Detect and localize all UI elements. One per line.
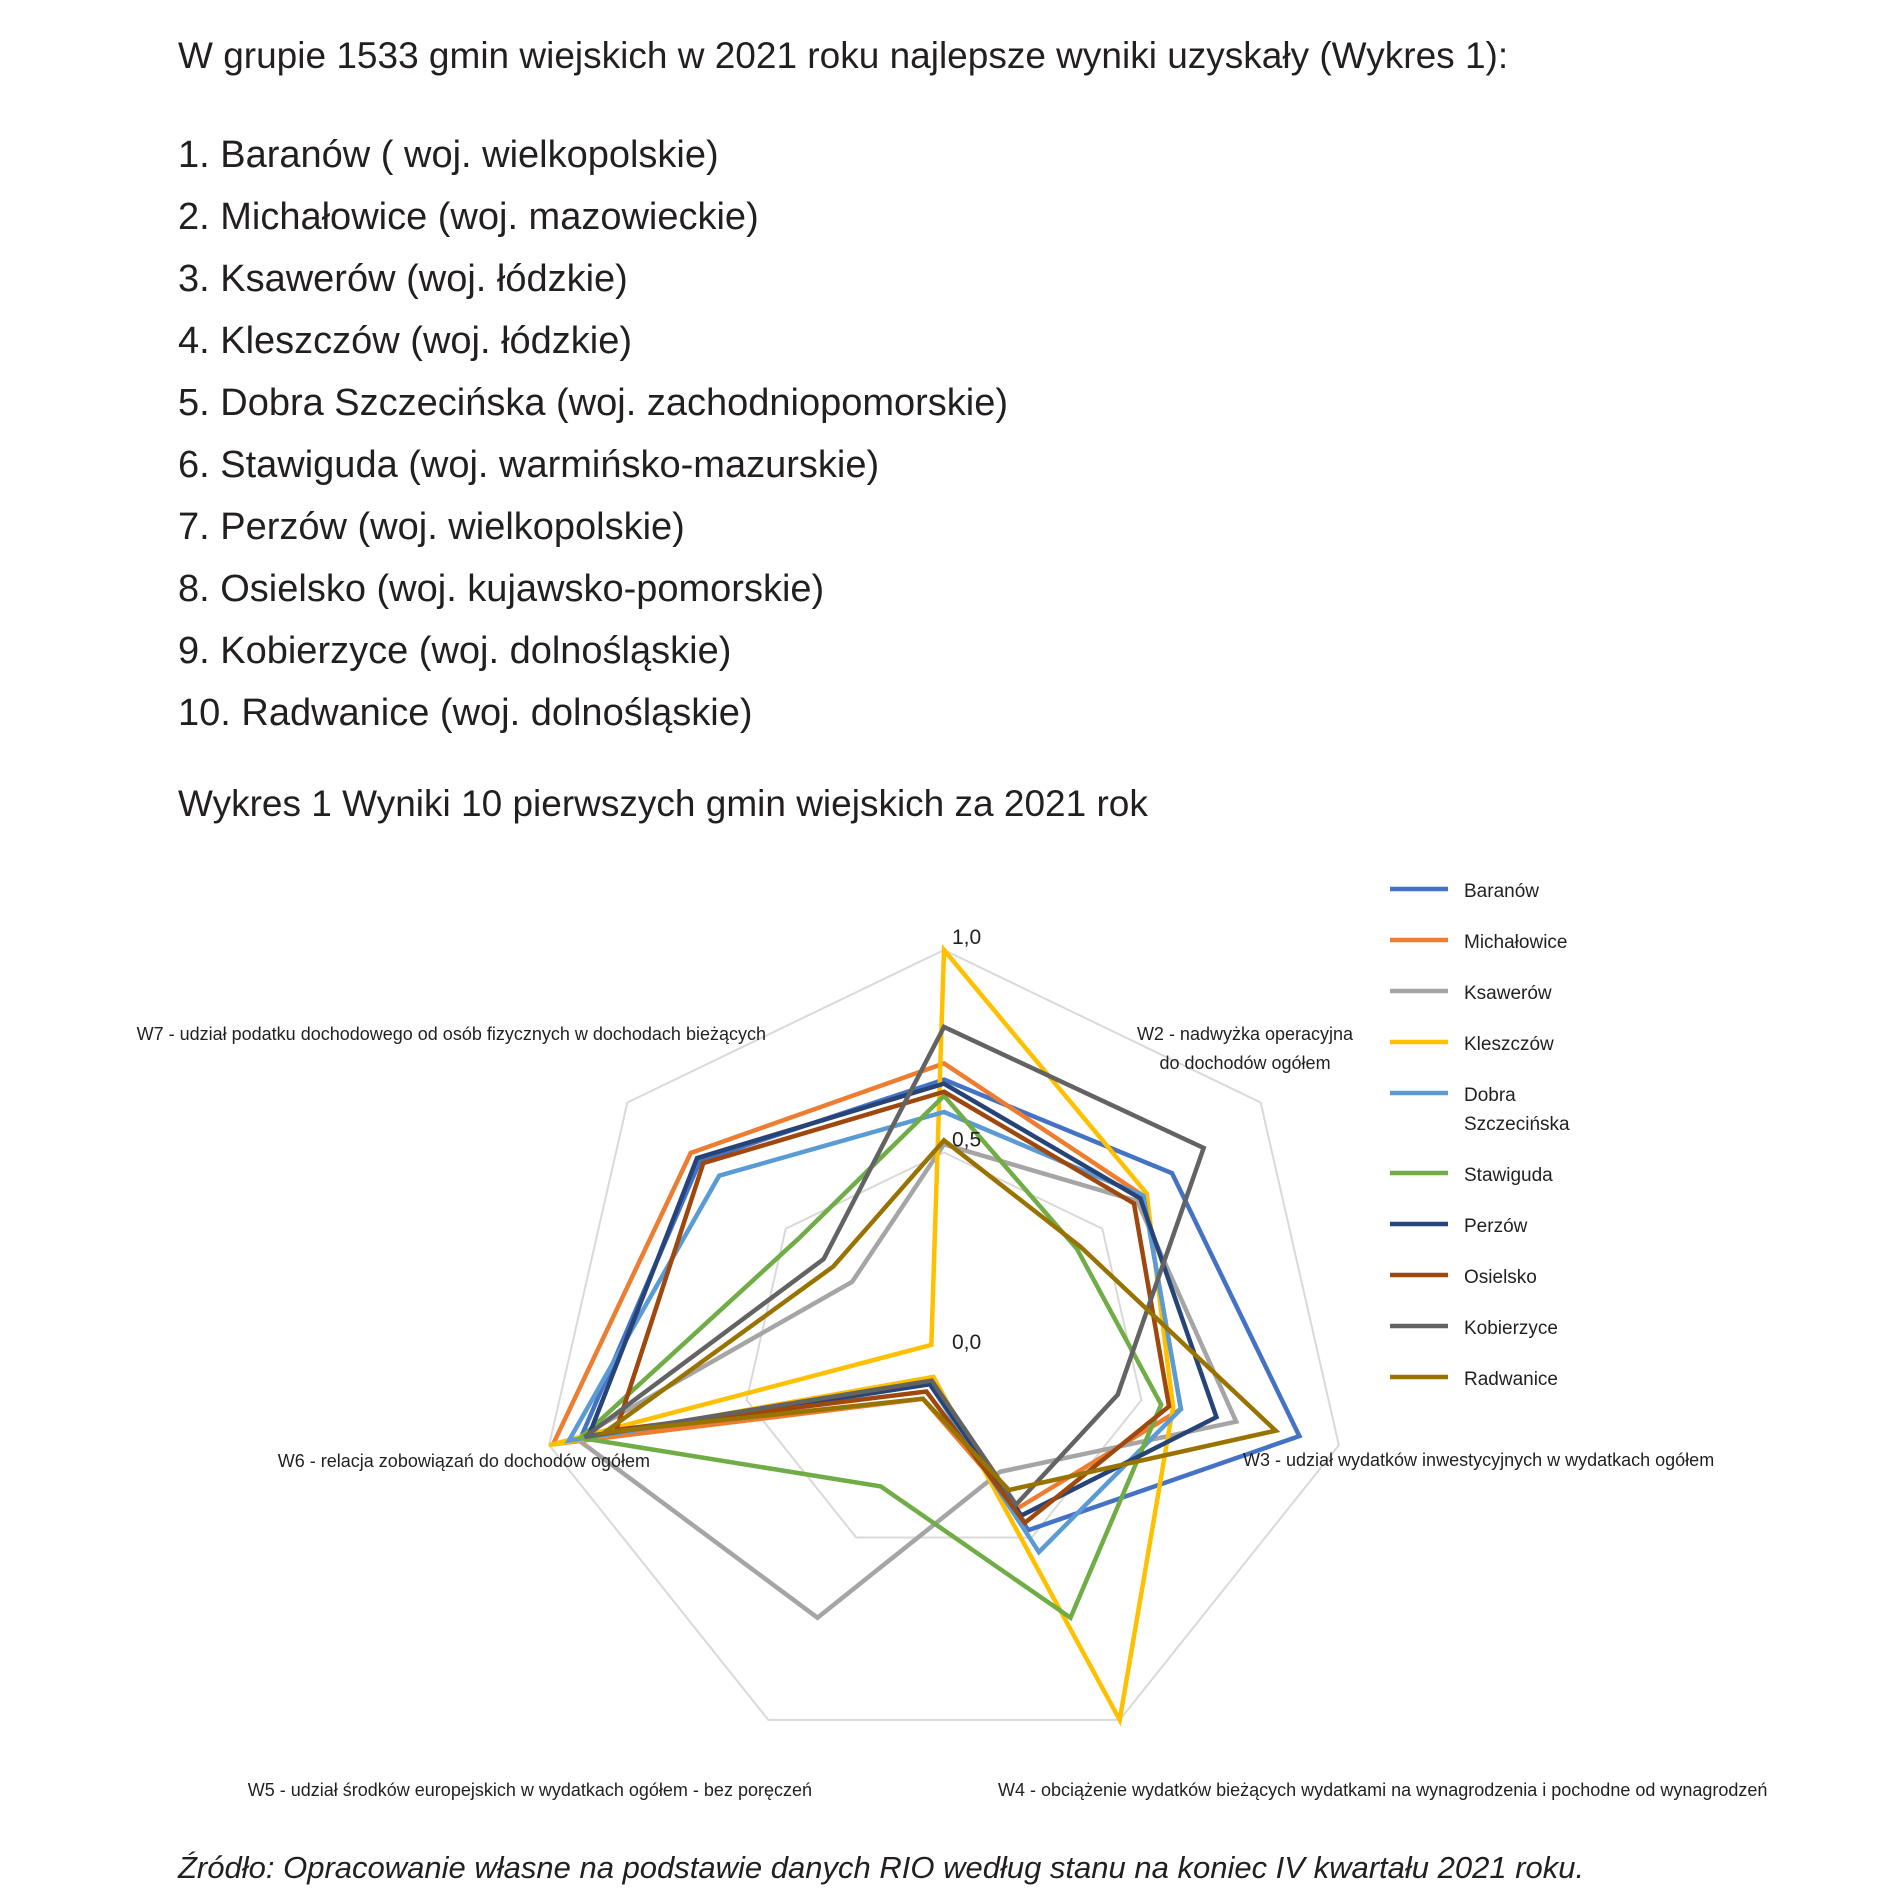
source-note: Źródło: Opracowanie własne na podstawie danych RIO według stanu na koniec IV kwartału 2021 roku. — [178, 1850, 1585, 1885]
legend-label: Michałowice — [1464, 932, 1568, 953]
list-item: 5. Dobra Szczecińska (woj. zachodniopomorskie) — [178, 382, 1009, 424]
chart-title: Wykres 1 Wyniki 10 pierwszych gmin wiejskich za 2021 rok — [178, 783, 1148, 824]
axis-label — [1137, 1024, 1354, 1073]
tick-label: 1,0 — [952, 926, 982, 949]
list-item: 1. Baranów ( woj. wielkopolskie) — [178, 134, 719, 176]
axis-label-line: W5 - udział środków europejskich w wydatkach ogółem - bez poręczeń — [247, 1780, 812, 1800]
intro-text: W grupie 1533 gmin wiejskich w 2021 roku najlepsze wyniki uzyskały (Wykres 1): — [178, 35, 1509, 76]
list-item: 3. Ksawerów (woj. łódzkie) — [178, 258, 628, 300]
legend-label: Baranów — [1464, 881, 1539, 902]
axis-label — [998, 1780, 1767, 1800]
grid-ring — [747, 1153, 1142, 1538]
series-line — [549, 950, 1173, 1720]
axis-label-line: W3 - udział wydatków inwestycyjnych w wydatkach ogółem — [1243, 1450, 1715, 1470]
axis-label-line: W2 - nadwyżka operacyjna — [1136, 1024, 1354, 1044]
legend-label: Kobierzyce — [1464, 1318, 1558, 1339]
list-item: 10. Radwanice (woj. dolnośląskie) — [178, 692, 753, 734]
axis-label-line: W4 - obciążenie wydatków bieżących wydatkami na wynagrodzenia i pochodne od wynagrodzeń — [998, 1780, 1768, 1800]
list-item: 9. Kobierzyce (woj. dolnośląskie) — [178, 630, 732, 672]
axis-label-line: do dochodów ogółem — [1159, 1053, 1331, 1073]
list-item: 4. Kleszczów (woj. łódzkie) — [178, 320, 633, 362]
axis-label — [248, 1780, 812, 1800]
axis-label-line: W7 - udział podatku dochodowego od osób fizycznych w dochodach bieżących — [136, 1024, 766, 1044]
list-item: 2. Michałowice (woj. mazowieckie) — [178, 196, 759, 238]
legend-label: Ksawerów — [1464, 983, 1552, 1004]
list-item: 6. Stawiguda (woj. warmińsko-mazurskie) — [178, 444, 880, 486]
tick-label: 0,0 — [952, 1331, 982, 1354]
legend-label: Kleszczów — [1464, 1034, 1554, 1055]
axis-label-line: W6 - relacja zobowiązań do dochodów ogółem — [277, 1451, 650, 1471]
legend-label: Perzów — [1464, 1216, 1528, 1237]
series-line — [589, 1084, 1217, 1516]
legend-label-line: Szczecińska — [1464, 1114, 1570, 1135]
legend-label-line: Dobra — [1464, 1085, 1516, 1106]
legend-label: Stawiguda — [1464, 1165, 1553, 1186]
tick-label: 0,5 — [952, 1128, 982, 1152]
axis-label — [1243, 1450, 1714, 1470]
legend — [1390, 881, 1570, 1390]
series-line — [581, 1096, 1161, 1618]
legend-label: Radwanice — [1464, 1369, 1558, 1390]
axis-label — [278, 1451, 650, 1471]
legend-label: Osielsko — [1464, 1267, 1537, 1288]
list-item: 8. Osielsko (woj. kujawsko-pomorskie) — [178, 568, 825, 610]
legend-label — [1464, 1085, 1570, 1135]
list-item: 7. Perzów (woj. wielkopolskie) — [178, 506, 685, 548]
axis-label — [137, 1024, 766, 1044]
